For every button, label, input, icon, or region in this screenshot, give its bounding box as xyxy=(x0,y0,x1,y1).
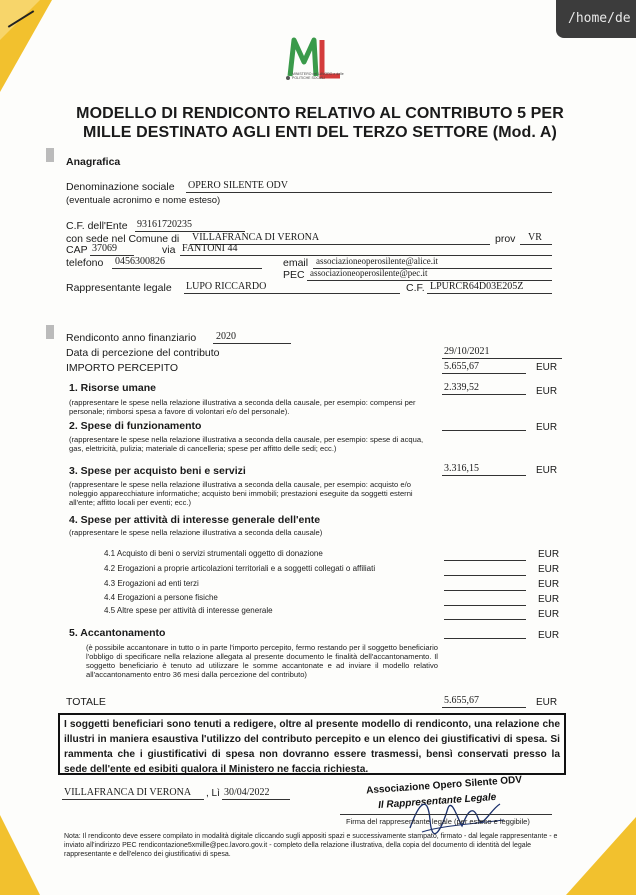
section-marker xyxy=(46,148,54,162)
totale-currency: EUR xyxy=(536,697,558,708)
section-3-title: 3. Spese per acquisto beni e servizi xyxy=(69,465,246,477)
anno-value: 2020 xyxy=(216,331,236,342)
via-label: via xyxy=(162,244,176,256)
logo-caption: MINISTERO del LAVORO e delle POLITICHE SOCIALI xyxy=(292,72,344,80)
importo-label: IMPORTO PERCEPITO xyxy=(66,362,179,374)
section-3-value: 3.316,15 xyxy=(444,463,479,474)
comune-value: VILLAFRANCA DI VERONA xyxy=(192,232,320,243)
section-1-currency: EUR xyxy=(536,386,558,397)
anno-label: Rendiconto anno finanziario xyxy=(66,332,197,344)
pec-label: PEC xyxy=(283,269,305,281)
notice-box: I soggetti beneficiari sono tenuti a redigere, oltre al presente modello di rendiconto, una relazione che illustri in maniera esaustiva l'utilizzo del contributo percepito e un elenco dei giustificativi di spesa. Si rammenta che i giustificativi di spesa non dovranno essere trasmessi, bensì conservati presso la sede dell'ente ed esibiti qualora il Ministero ne faccia richiesta. xyxy=(58,713,566,775)
section-4-title: 4. Spese per attività di interesse generale dell'ente xyxy=(69,514,321,526)
subitem-4-3: 4.3 Erogazioni ad enti terzi xyxy=(104,579,199,588)
section-1-value: 2.339,52 xyxy=(444,382,479,393)
subitem-4-4: 4.4 Erogazioni a persone fisiche xyxy=(104,593,218,602)
path-tab[interactable]: /home/de xyxy=(556,0,636,38)
document-title: MODELLO DI RENDICONTO RELATIVO AL CONTRIBUTO 5 PER MILLE DESTINATO AGLI ENTI DEL TERZO SETTORE (Mod. A) xyxy=(76,105,564,141)
rappresentante-label: Rappresentante legale xyxy=(66,282,172,294)
date-label: , Lì xyxy=(206,788,220,799)
subitem-4-4-underline xyxy=(444,605,526,606)
section-1-title: 1. Risorse umane xyxy=(69,382,156,394)
importo-currency: EUR xyxy=(536,362,558,373)
comune-label: con sede nel Comune di xyxy=(66,233,180,245)
cap-value: 37069 xyxy=(92,243,117,254)
via-value: FANTONI 44 xyxy=(182,243,238,254)
corner-decoration-bottom-right xyxy=(566,817,636,895)
anagrafica-heading: Anagrafica xyxy=(66,156,121,168)
section-5-underline xyxy=(444,638,526,639)
denominazione-hint: (eventuale acronimo e nome esteso) xyxy=(66,195,221,206)
section-marker xyxy=(46,325,54,339)
section-3-currency: EUR xyxy=(536,465,558,476)
subitem-4-1-currency: EUR xyxy=(538,549,560,560)
subitem-4-3-underline xyxy=(444,590,526,591)
section-2-desc: (rappresentare le spese nella relazione illustrativa a seconda della causale, per esempio: spese di acqua, gas, elettricità, pulizia; materiale di cancelleria; spese per affitto delle sedi; ecc.) xyxy=(69,435,424,453)
denominazione-label: Denominazione sociale xyxy=(66,181,175,193)
section-5-title: 5. Accantonamento xyxy=(69,627,166,639)
denominazione-underline xyxy=(186,192,552,193)
data-percezione-underline xyxy=(442,358,562,359)
importo-value: 5.655,67 xyxy=(444,361,479,372)
totale-value: 5.655,67 xyxy=(444,695,479,706)
subitem-4-1: 4.1 Acquisto di beni o servizi strumentali oggetto di donazione xyxy=(104,549,323,558)
data-percezione-value: 29/10/2021 xyxy=(444,346,490,357)
prov-underline xyxy=(520,244,552,245)
section-3-underline xyxy=(442,475,526,476)
subitem-4-5-underline xyxy=(444,619,526,620)
prov-label: prov xyxy=(495,233,516,245)
denominazione-value: OPERO SILENTE ODV xyxy=(188,180,288,191)
section-2-underline xyxy=(442,430,526,431)
pec-value: associazioneoperosilente@pec.it xyxy=(310,268,428,278)
telefono-underline xyxy=(112,268,262,269)
cf-ente-value: 93161720235 xyxy=(137,219,192,230)
section-5-currency: EUR xyxy=(538,630,560,641)
telefono-value: 0456300826 xyxy=(115,256,165,267)
place-value: VILLAFRANCA DI VERONA xyxy=(64,787,192,798)
totale-underline xyxy=(442,707,526,708)
telefono-label: telefono xyxy=(66,257,104,269)
section-2-title: 2. Spese di funzionamento xyxy=(69,420,202,432)
subitem-4-2-underline xyxy=(444,575,526,576)
subitem-4-5: 4.5 Altre spese per attività di interesse generale xyxy=(104,606,273,615)
importo-underline xyxy=(442,373,526,374)
section-2-currency: EUR xyxy=(536,422,558,433)
firma-label: Firma del rappresentante legale (per esteso e leggibile) xyxy=(346,817,530,826)
subitem-4-2: 4.2 Erogazioni a proprie articolazioni territoriali e a soggetti collegati o affiliati xyxy=(104,564,376,573)
cf-label: C.F. xyxy=(406,282,425,294)
subitem-4-2-currency: EUR xyxy=(538,564,560,575)
data-percezione-label: Data di percezione del contributo xyxy=(66,347,220,359)
rappresentante-underline xyxy=(184,293,400,294)
cf-ente-label: C.F. dell'Ente xyxy=(66,220,128,232)
place-underline xyxy=(62,799,204,800)
legal-rep-stamp: Il Rappresentante Legale xyxy=(377,791,497,812)
subitem-4-4-currency: EUR xyxy=(538,594,560,605)
association-stamp: Associazione Opero Silente ODV xyxy=(365,774,523,797)
subitem-4-1-underline xyxy=(444,560,526,561)
section-5-desc: (è possibile accantonare in tutto o in parte l'importo percepito, fermo restando per il soggetto beneficiario l'obbligo di specificare nella relazione allegata al presente documento le finalità dell'accantonamento. Il soggetto beneficiario è tenuto ad utilizzare le somme accantonate e ad inviare il modello relativo all'accantonamento entro 36 mesi dalla percezione del contributo) xyxy=(86,643,438,679)
cf-underline xyxy=(427,293,552,294)
subitem-4-5-currency: EUR xyxy=(538,609,560,620)
section-1-underline xyxy=(442,394,526,395)
totale-label: TOTALE xyxy=(66,696,106,708)
date-value: 30/04/2022 xyxy=(224,787,270,798)
email-value: associazioneoperosilente@alice.it xyxy=(316,256,438,266)
section-1-desc: (rappresentare le spese nella relazione illustrativa a seconda della causale, per esempio: compensi per personale; rimborsi spesa a favore di volontari e/o del personale). xyxy=(69,398,416,416)
cf-value: LPURCR64D03E205Z xyxy=(430,281,524,292)
corner-decoration-bottom-left xyxy=(0,815,40,895)
prov-value: VR xyxy=(528,232,542,243)
cap-label: CAP xyxy=(66,244,88,256)
footnote: Nota: Il rendiconto deve essere compilato in modalità digitale cliccando sugli appositi spazi e successivamente stampato, firmato - dal legale rappresentante - e inviato all'indirizzo PEC rendicontazione5xmille@pec.lavoro.gov.it - completo della relazione illustrativa, della copia del documento di identità del legale rappresentante e dell'elenco dei giustificativi di spesa. xyxy=(64,833,558,858)
date-underline xyxy=(222,799,290,800)
section-3-desc: (rappresentare le spese nella relazione illustrativa a seconda della causale, per esempio: acquisto e/o noleggio apparecchiature informatiche; acquisto beni immobili; prestazioni eseguite da soggetti esterni all'ente; affitto locali per eventi; ecc.) xyxy=(69,480,413,507)
section-4-desc: (rappresentare le spese nella relazione illustrativa a seconda della causale) xyxy=(69,528,323,537)
rappresentante-value: LUPO RICCARDO xyxy=(186,281,267,292)
signature-underline xyxy=(340,814,552,815)
subitem-4-3-currency: EUR xyxy=(538,579,560,590)
email-label: email xyxy=(283,257,309,269)
anno-underline xyxy=(213,343,291,344)
